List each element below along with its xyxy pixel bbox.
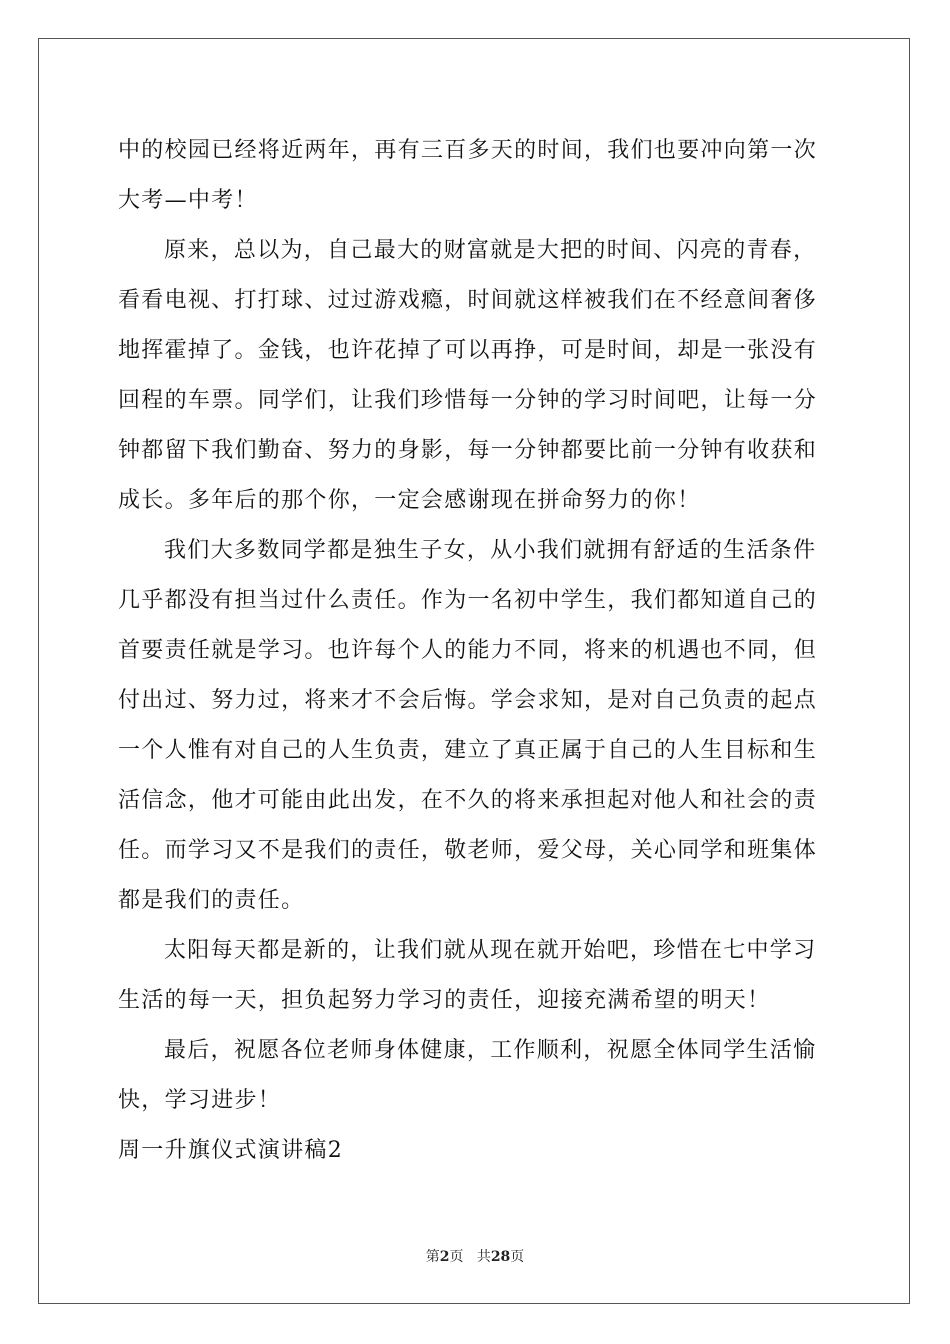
paragraph-start-line: 我们大多数同学都是独生子女，从小我们就拥有舒适的生活条件 [164, 538, 817, 563]
text-line: 任。而学习又不是我们的责任，敬老师，爱父母，关心同学和班集体 [118, 838, 818, 863]
text-line: 大考—中考！ [118, 188, 258, 213]
text-line: 付出过、努力过，将来才不会后悔。学会求知，是对自己负责的起点 [118, 688, 818, 713]
total-prefix: 共 [476, 1249, 491, 1265]
text-line: 几乎都没有担当过什么责任。作为一名初中学生，我们都知道自己的 [118, 588, 818, 613]
text-line: 生活的每一天，担负起努力学习的责任，迎接充满希望的明天！ [118, 988, 771, 1013]
text-line: 首要责任就是学习。也许每个人的能力不同，将来的机遇也不同，但 [118, 638, 818, 663]
text-line: 地挥霍掉了。金钱，也许花掉了可以再挣，可是时间，却是一张没有 [118, 338, 818, 363]
page-footer [0, 1246, 950, 1266]
page-suffix: 页 [449, 1249, 464, 1265]
paragraph-start-line: 最后，祝愿各位老师身体健康，工作顺利，祝愿全体同学生活愉 [164, 1038, 817, 1063]
total-pages: 28 [490, 1249, 511, 1265]
text-line: 中的校园已经将近两年，再有三百多天的时间，我们也要冲向第一次 [118, 138, 818, 163]
page-prefix: 第 [425, 1249, 440, 1265]
document-body [118, 126, 838, 1176]
text-line: 都是我们的责任。 [118, 888, 305, 913]
text-line: 钟都留下我们勤奋、努力的身影，每一分钟都要比前一分钟有收获和 [118, 438, 818, 463]
page-number: 2 [439, 1249, 450, 1265]
text-line: 一个人惟有对自己的人生负责，建立了真正属于自己的人生目标和生 [118, 738, 818, 763]
text-line: 看看电视、打打球、过过游戏瘾，时间就这样被我们在不经意间奢侈 [118, 288, 818, 313]
text-line: 成长。多年后的那个你，一定会感谢现在拼命努力的你！ [118, 488, 701, 513]
section-heading: 周一升旗仪式演讲稿2 [118, 1138, 343, 1163]
paragraph-start-line: 原来，总以为，自己最大的财富就是大把的时间、闪亮的青春， [164, 238, 817, 263]
text-line: 回程的车票。同学们，让我们珍惜每一分钟的学习时间吧，让每一分 [118, 388, 818, 413]
total-suffix: 页 [510, 1249, 525, 1265]
text-line: 活信念，他才可能由此出发，在不久的将来承担起对他人和社会的责 [118, 788, 818, 813]
paragraph-start-line: 太阳每天都是新的，让我们就从现在就开始吧，珍惜在七中学习 [164, 938, 817, 963]
text-line: 快，学习进步！ [118, 1088, 282, 1113]
